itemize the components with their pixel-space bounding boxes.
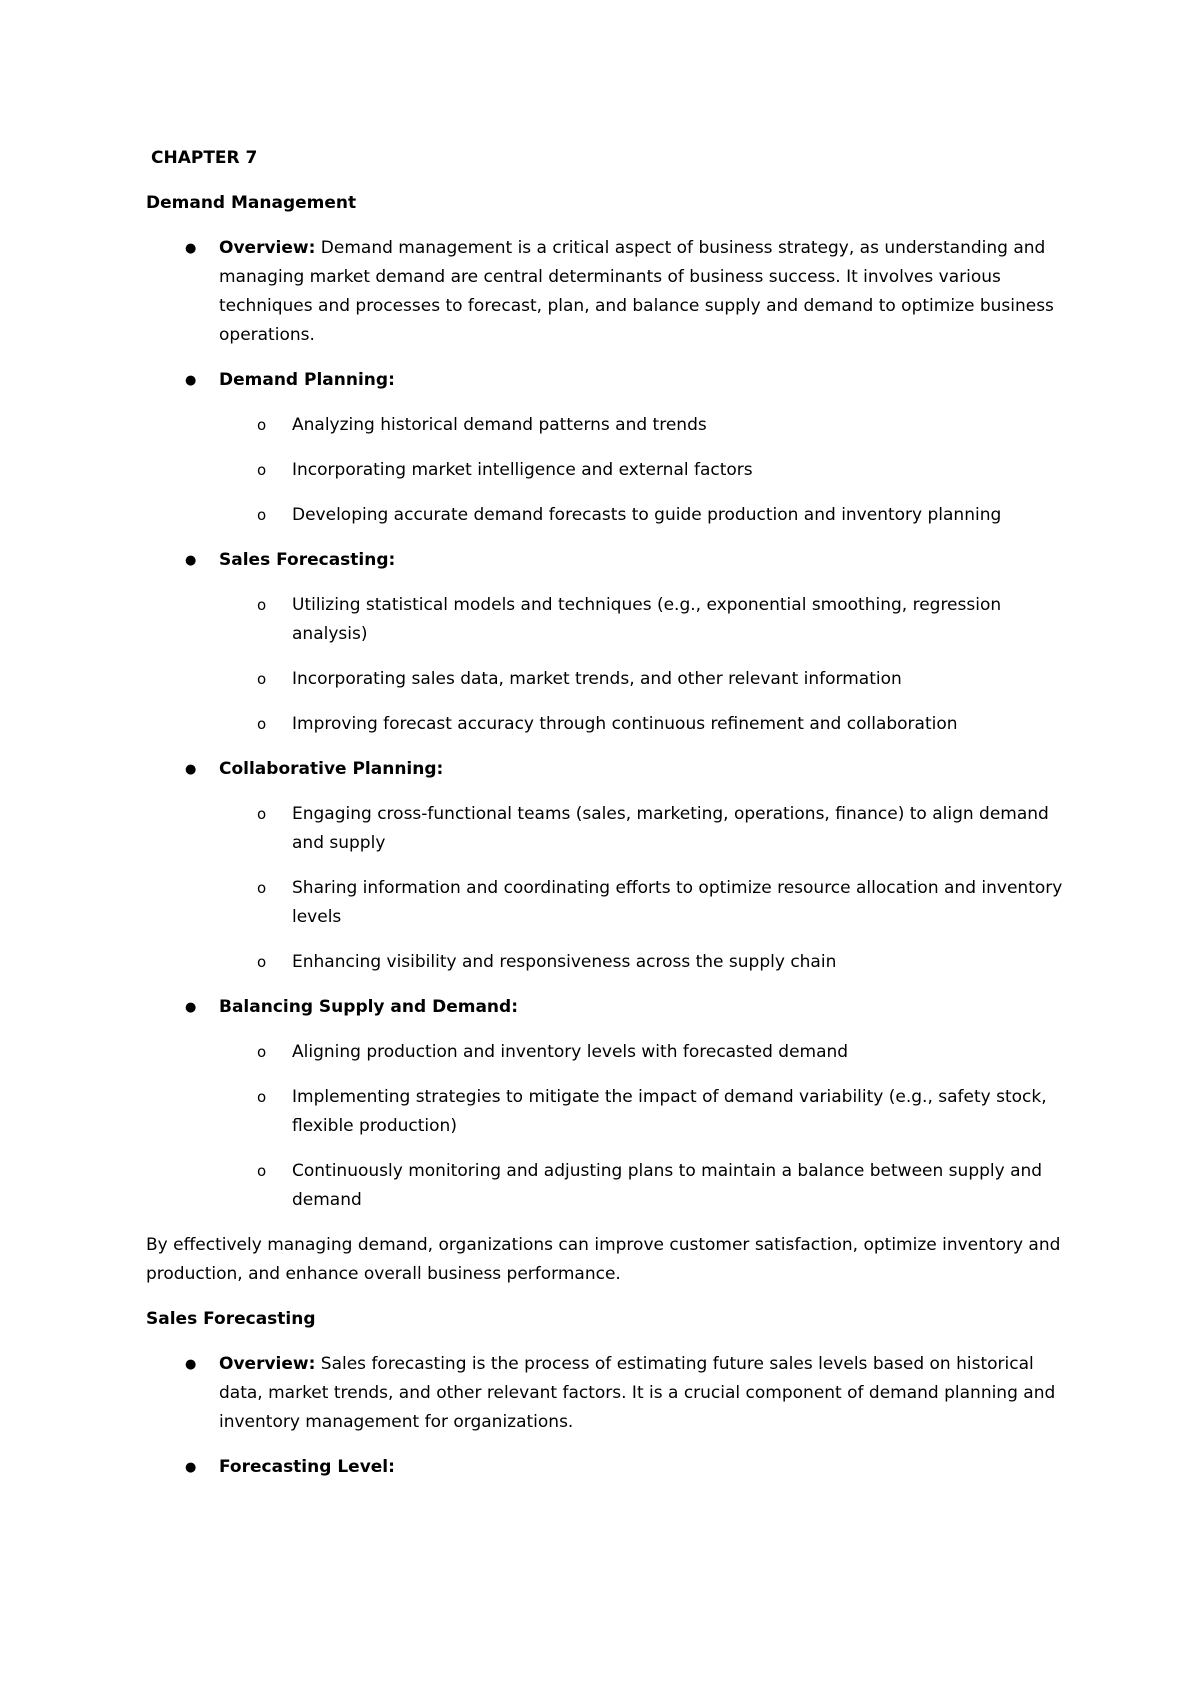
- sub-item-text: Enhancing visibility and responsiveness across the supply chain: [292, 952, 837, 972]
- list-item-sales-forecasting: [146, 546, 1066, 739]
- list-item-overview: [146, 234, 1066, 350]
- item-label: Overview:: [219, 238, 316, 258]
- sub-list-item: [219, 411, 1066, 440]
- sub-list-item: [219, 665, 1066, 694]
- list-item-overview: [146, 1350, 1066, 1437]
- sub-list-item: [219, 800, 1066, 858]
- sub-list: [219, 800, 1066, 977]
- sub-item-text: Aligning production and inventory levels with forecasted demand: [292, 1042, 849, 1062]
- sub-list-item: [219, 591, 1066, 649]
- demand-management-list: [146, 234, 1066, 1215]
- sub-list-item: [219, 1083, 1066, 1141]
- sub-item-text: Incorporating market intelligence and external factors: [292, 460, 753, 480]
- sub-bullet-icon: o: [257, 596, 267, 614]
- item-text: Demand management is a critical aspect of business strategy, as understanding and managing market demand are central determinants of business success. It involves various techniques and processes to forecast, plan, and balance supply and demand to optimize business operations.: [219, 238, 1054, 345]
- sub-list: [219, 411, 1066, 530]
- sub-list-item: [219, 710, 1066, 739]
- item-label: Forecasting Level:: [219, 1457, 395, 1477]
- section-heading-sales-forecasting: Sales Forecasting: [146, 1309, 316, 1329]
- sub-bullet-icon: o: [257, 1162, 267, 1180]
- bullet-icon: ●: [185, 1357, 197, 1372]
- sub-list-item: [219, 1038, 1066, 1067]
- sub-list-item: [219, 948, 1066, 977]
- bullet-icon: ●: [185, 241, 197, 256]
- bullet-icon: ●: [185, 373, 197, 388]
- item-label: Overview:: [219, 1354, 316, 1374]
- sub-list-item: [219, 1157, 1066, 1215]
- list-item-forecasting-level: [146, 1453, 1066, 1482]
- bullet-icon: ●: [185, 553, 197, 568]
- sub-item-text: Continuously monitoring and adjusting plans to maintain a balance between supply and demand: [292, 1161, 1043, 1210]
- item-label: Balancing Supply and Demand:: [219, 997, 518, 1017]
- sub-bullet-icon: o: [257, 1043, 267, 1061]
- list-item-balancing-supply-demand: [146, 993, 1066, 1215]
- sub-bullet-icon: o: [257, 416, 267, 434]
- sub-bullet-icon: o: [257, 670, 267, 688]
- sub-bullet-icon: o: [257, 1088, 267, 1106]
- sub-item-text: Analyzing historical demand patterns and trends: [292, 415, 707, 435]
- sub-item-text: Developing accurate demand forecasts to guide production and inventory planning: [292, 505, 1002, 525]
- sub-list-item: [219, 501, 1066, 530]
- sub-bullet-icon: o: [257, 461, 267, 479]
- closing-paragraph: By effectively managing demand, organizations can improve customer satisfaction, optimize inventory and production, and enhance overall business performance.: [146, 1235, 1061, 1284]
- sub-item-text: Improving forecast accuracy through continuous refinement and collaboration: [292, 714, 958, 734]
- sub-item-text: Incorporating sales data, market trends, and other relevant information: [292, 669, 902, 689]
- list-item-demand-planning: [146, 366, 1066, 530]
- sub-item-text: Engaging cross-functional teams (sales, marketing, operations, finance) to align demand and supply: [292, 804, 1049, 853]
- document-body: [146, 144, 1066, 1498]
- section-heading-demand-management: Demand Management: [146, 193, 357, 213]
- item-label: Collaborative Planning:: [219, 759, 444, 779]
- item-label: Demand Planning:: [219, 370, 395, 390]
- sub-bullet-icon: o: [257, 953, 267, 971]
- bullet-icon: ●: [185, 1460, 197, 1475]
- bullet-icon: ●: [185, 1000, 197, 1015]
- sub-bullet-icon: o: [257, 879, 267, 897]
- sub-list: [219, 1038, 1066, 1215]
- sub-item-text: Implementing strategies to mitigate the impact of demand variability (e.g., safety stock, flexible production): [292, 1087, 1047, 1136]
- sub-list: [219, 591, 1066, 739]
- sub-bullet-icon: o: [257, 805, 267, 823]
- item-text: Sales forecasting is the process of estimating future sales levels based on historical data, market trends, and other relevant factors. It is a crucial component of demand planning and inventory management for organizations.: [219, 1354, 1056, 1432]
- sub-item-text: Utilizing statistical models and techniques (e.g., exponential smoothing, regression analysis): [292, 595, 1002, 644]
- sub-bullet-icon: o: [257, 715, 267, 733]
- sub-item-text: Sharing information and coordinating efforts to optimize resource allocation and inventory levels: [292, 878, 1063, 927]
- bullet-icon: ●: [185, 762, 197, 777]
- item-label: Sales Forecasting:: [219, 550, 396, 570]
- sub-bullet-icon: o: [257, 506, 267, 524]
- sales-forecasting-list: [146, 1350, 1066, 1482]
- sub-list-item: [219, 874, 1066, 932]
- list-item-collaborative-planning: [146, 755, 1066, 977]
- sub-list-item: [219, 456, 1066, 485]
- chapter-title: CHAPTER 7: [151, 148, 258, 168]
